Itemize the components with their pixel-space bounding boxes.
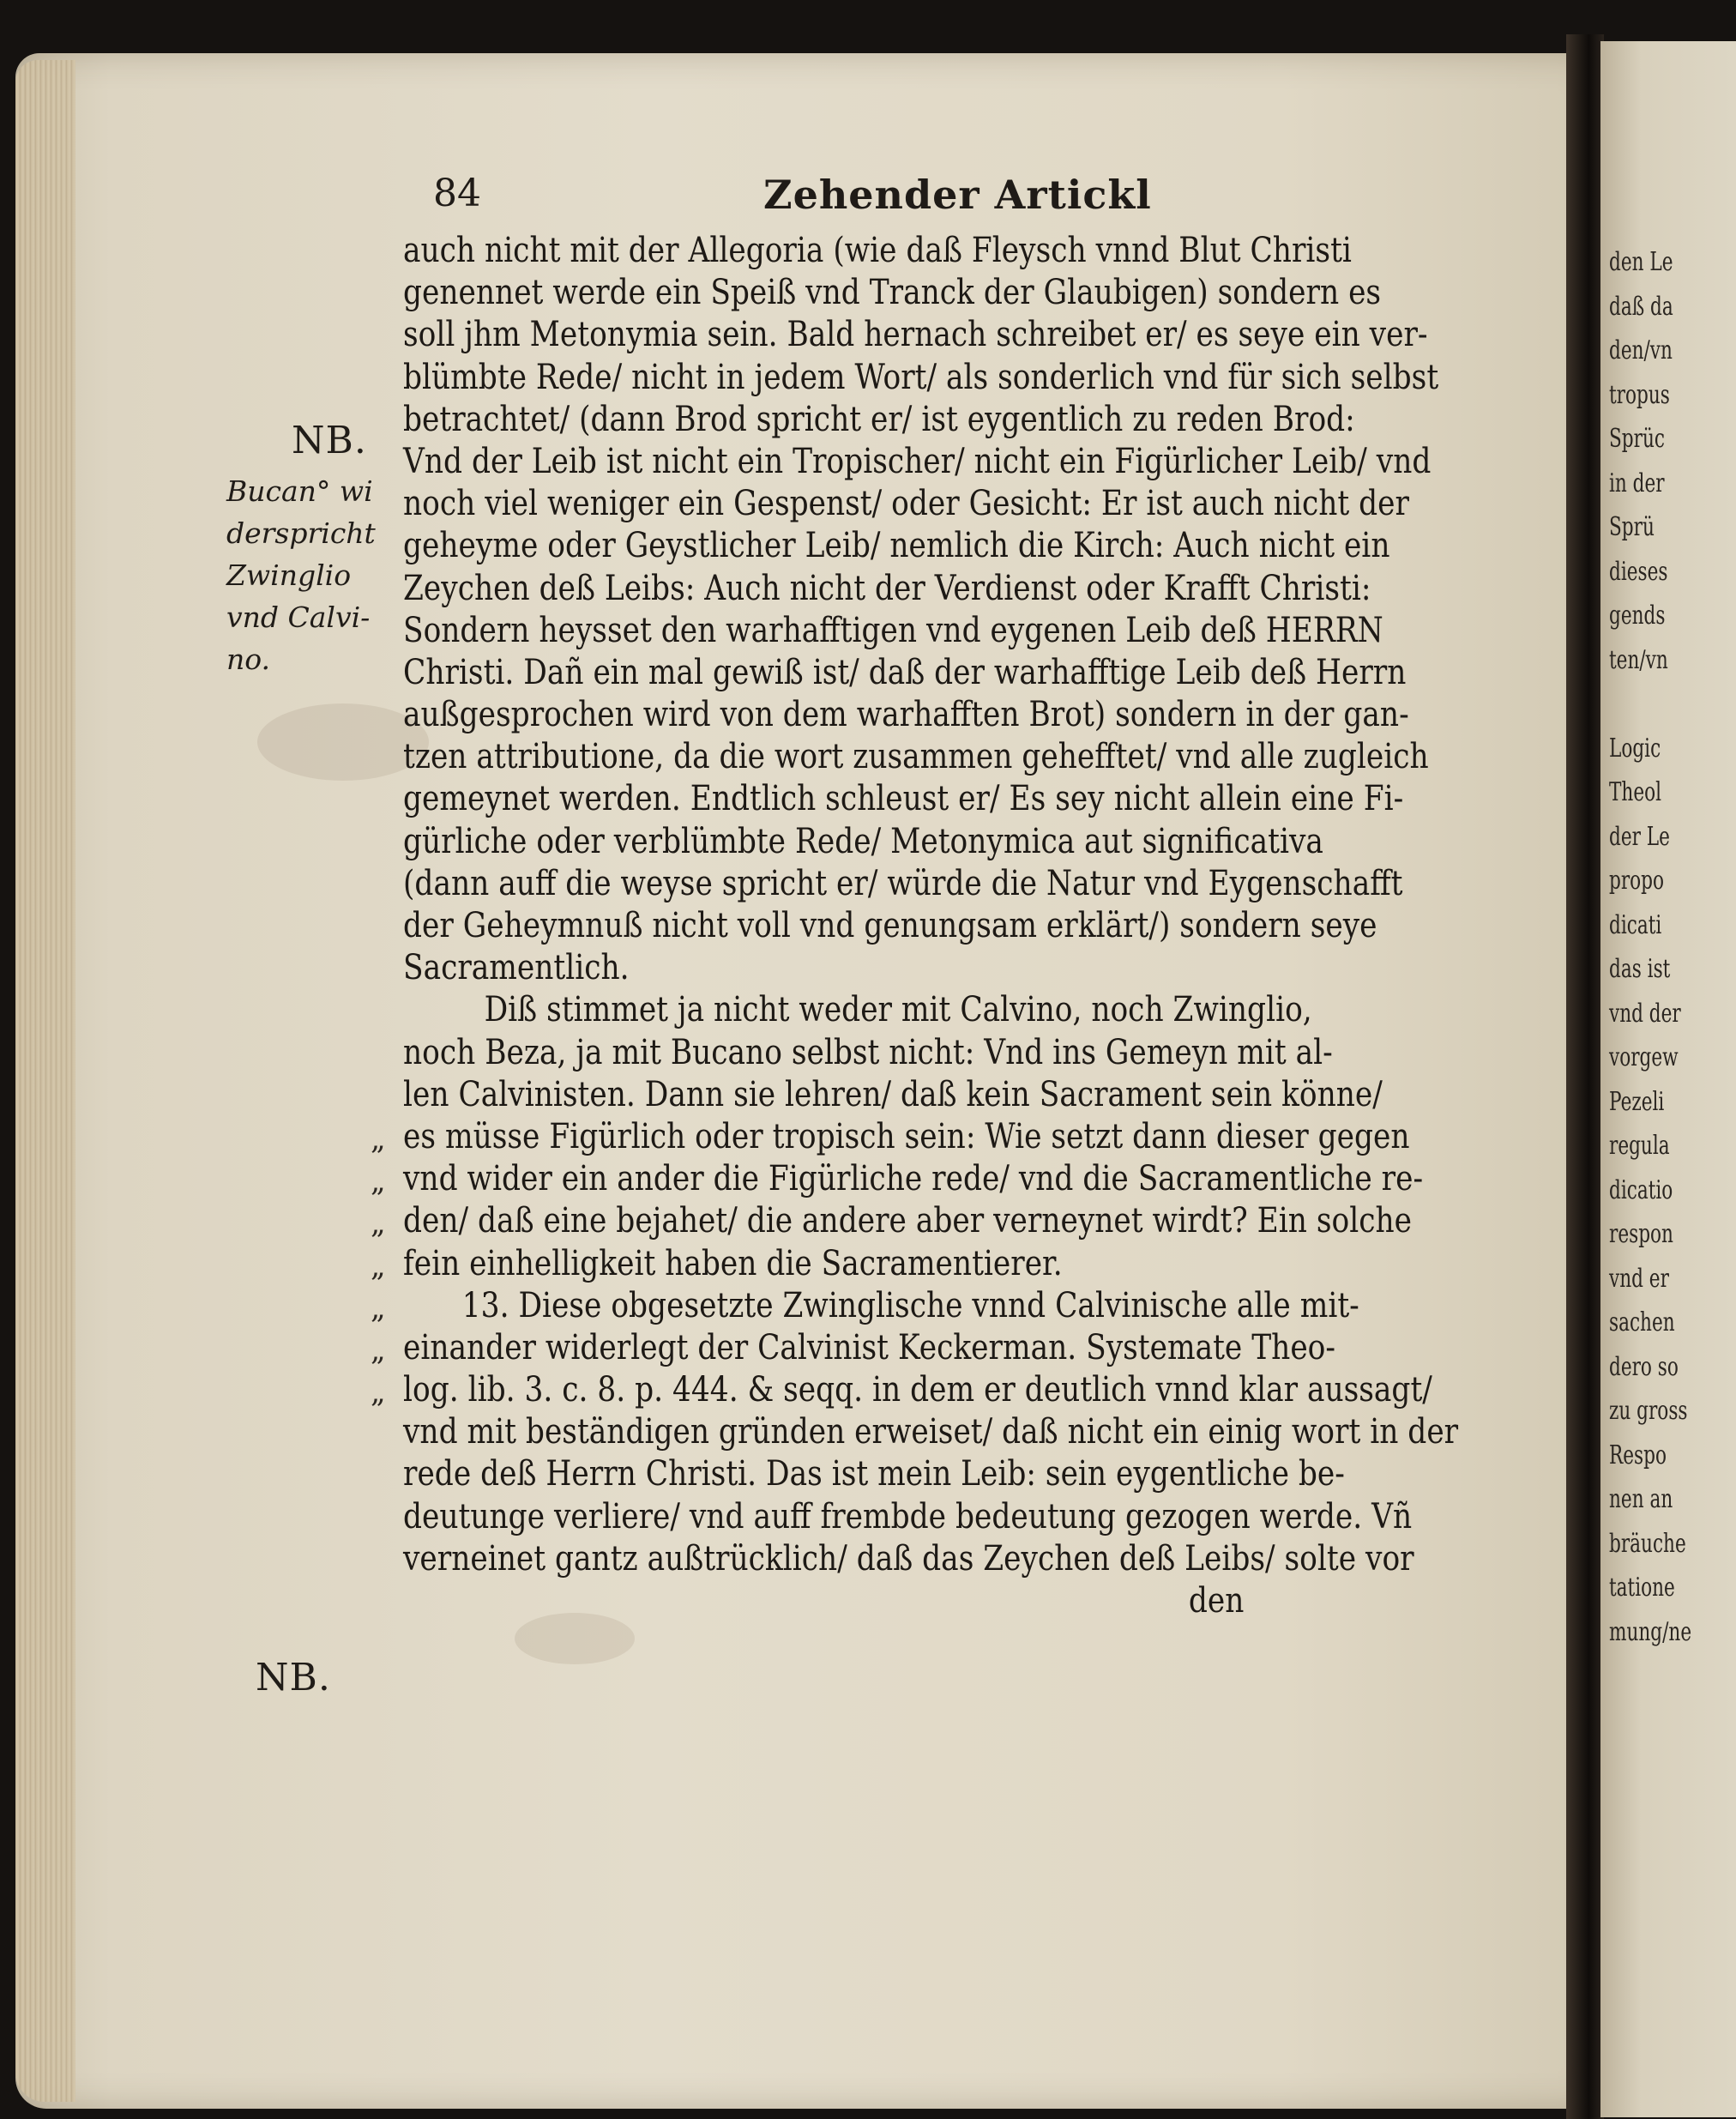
facing-page-fragment: tropus: [1609, 379, 1670, 410]
facing-page-fragment: dicatio: [1609, 1174, 1673, 1205]
facing-page-fragment: ten/vn: [1609, 644, 1668, 675]
quotation-mark: „: [371, 1290, 386, 1325]
facing-page-fragment: Logic: [1609, 733, 1661, 764]
quotation-mark: „: [371, 1164, 386, 1199]
facing-page-fragment: [1609, 682, 1691, 727]
text-line: betrachtet/ (dann Brod spricht er/ ist eygentlich zu reden Brod:: [403, 399, 1355, 439]
text-line: noch viel weniger ein Gespenst/ oder Gesicht: Er ist auch nicht der: [403, 484, 1409, 524]
facing-page-fragment: daß da: [1609, 291, 1673, 322]
marginal-note-line: Zwinglio: [226, 558, 352, 592]
quotation-marks-column: [371, 1119, 386, 1414]
page-header: [433, 172, 1291, 223]
text-line: der Geheymnuß nicht voll vnd genungsam erklärt/) sondern seye: [403, 906, 1377, 945]
text-line: genennet werde ein Speiß vnd Tranck der Glaubigen) sondern es: [403, 273, 1382, 313]
marginal-note-line: Bucan° wi: [226, 474, 373, 508]
running-head: Zehender Artickl: [763, 172, 1152, 218]
marginal-note-line: vnd Calvi-: [226, 601, 371, 634]
facing-page-fragment: tatione: [1609, 1573, 1675, 1603]
text-line: einander widerlegt der Calvinist Keckerman. Systemate Theo-: [403, 1327, 1336, 1367]
facing-page-fragment: respon: [1609, 1219, 1673, 1249]
page-number: 84: [433, 172, 481, 215]
text-line: Christi. Dañ ein mal gewiß ist/ daß der warhafftige Leib deß Herrn: [403, 652, 1407, 692]
text-line: tzen attributione, da die wort zusammen gehefftet/ vnd alle zugleich: [403, 737, 1429, 777]
text-line: len Calvinisten. Dann sie lehren/ daß kein Sacrament sein könne/: [403, 1074, 1383, 1114]
text-line: Zeychen deß Leibs: Auch nicht der Verdienst oder Krafft Christi:: [403, 568, 1371, 608]
quotation-mark: „: [371, 1122, 386, 1156]
facing-page-fragment: Pezeli: [1609, 1086, 1665, 1117]
quotation-mark: „: [371, 1375, 386, 1410]
facing-page-fragment: propo: [1609, 866, 1664, 896]
facing-page-fragment: Sprü: [1609, 512, 1655, 542]
facing-page-fragment: zu gross: [1609, 1396, 1688, 1426]
text-line: 13. Diese obgesetzte Zwinglische vnnd Calvinische alle mit-: [461, 1285, 1359, 1325]
text-line: verneinet gantz außtrücklich/ daß das Zeychen deß Leibs/ solte vor: [403, 1538, 1414, 1579]
facing-page-fragment: mung/ne: [1609, 1616, 1692, 1647]
text-line: noch Beza, ja mit Bucano selbst nicht: Vnd ins Gemeyn mit al-: [403, 1032, 1333, 1072]
text-line: den: [1188, 1581, 1245, 1621]
marginal-note-line: derspricht: [226, 516, 376, 550]
facing-page-fragment: nen an: [1609, 1484, 1673, 1514]
quotation-mark: „: [371, 1332, 386, 1367]
text-line: fein einhelligkeit haben die Sacramentierer.: [403, 1243, 1063, 1283]
facing-page-fragment: dieses: [1609, 556, 1668, 587]
facing-page-fragment: Respo: [1609, 1440, 1667, 1470]
text-line: soll jhm Metonymia sein. Bald hernach schreibet er/ es seye ein ver-: [403, 315, 1428, 355]
book-gutter: [1566, 34, 1604, 2119]
facing-page-fragment: vorgew: [1609, 1042, 1679, 1072]
facing-page-fragment: den/vn: [1609, 335, 1673, 365]
text-line: deutunge verliere/ vnd auff frembde bedeutung gezogen werde. Vñ: [403, 1496, 1413, 1536]
facing-page-fragment: dero so: [1609, 1351, 1679, 1382]
quotation-mark: „: [371, 1248, 386, 1283]
facing-page-fragment: bräuche: [1609, 1528, 1686, 1559]
facing-page-fragment: Theol: [1609, 777, 1662, 807]
facing-page-fragment: vnd der: [1609, 998, 1681, 1029]
marginal-nb: NB.: [256, 1656, 331, 1699]
text-line: Sacramentlich.: [403, 948, 630, 988]
facing-page-fragment: Sprüc: [1609, 424, 1665, 454]
text-line: Diß stimmet ja nicht weder mit Calvino, noch Zwinglio,: [484, 990, 1312, 1030]
facing-page-fragment: gends: [1609, 601, 1666, 631]
facing-page-lines: [1609, 240, 1723, 1654]
quotation-mark: „: [371, 1206, 386, 1241]
page-edges: [15, 60, 75, 2102]
facing-page-fragment: den Le: [1609, 247, 1673, 277]
text-line: außgesprochen wird von dem warhafften Brot) sondern in der gan-: [403, 695, 1409, 735]
text-line: rede deß Herrn Christi. Das ist mein Leib: sein eygentliche be-: [403, 1454, 1345, 1494]
facing-page: [1600, 41, 1736, 2117]
facing-page-fragment: dicati: [1609, 909, 1662, 940]
text-line: auch nicht mit der Allegoria (wie daß Fleysch vnnd Blut Christi: [403, 231, 1352, 270]
facing-page-fragment: der Le: [1609, 821, 1670, 852]
text-line: log. lib. 3. c. 8. p. 444. & seqq. in dem er deutlich vnnd klar aussagt/: [403, 1370, 1432, 1410]
text-line: Sondern heysset den warhafftigen vnd eygenen Leib deß HERRN: [403, 610, 1383, 650]
text-line: vnd mit beständigen gründen erweiset/ daß nicht ein einig wort in der: [403, 1412, 1459, 1452]
marginal-nb: NB.: [292, 419, 367, 462]
marginal-note: [226, 470, 376, 680]
marginal-note-line: no.: [226, 643, 271, 676]
facing-page-fragment: das ist: [1609, 954, 1671, 984]
text-line: geheyme oder Geystlicher Leib/ nemlich die Kirch: Auch nicht ein: [403, 526, 1390, 566]
text-line: Vnd der Leib ist nicht ein Tropischer/ nicht ein Figürlicher Leib/ vnd: [403, 441, 1432, 481]
text-line: gemeynet werden. Endtlich schleust er/ Es sey nicht allein eine Fi-: [403, 779, 1404, 819]
text-line: (dann auff die weyse spricht er/ würde die Natur vnd Eygenschafft: [403, 863, 1403, 903]
text-line: es müsse Figürlich oder tropisch sein: Wie setzt dann dieser gegen: [403, 1116, 1410, 1156]
facing-page-fragment: vnd er: [1609, 1263, 1669, 1294]
body-text: [403, 230, 1535, 1622]
facing-page-fragment: regula: [1609, 1131, 1670, 1161]
text-line: vnd wider ein ander die Figürliche rede/ vnd die Sacramentliche re-: [403, 1159, 1424, 1199]
facing-page-fragment: sachen: [1609, 1307, 1675, 1337]
facing-page-fragment: in der: [1609, 468, 1665, 498]
text-line: blümbte Rede/ nicht in jedem Wort/ als sonderlich vnd für sich selbst: [403, 357, 1439, 397]
text-line: den/ daß eine bejahet/ die andere aber verneynet wirdt? Ein solche: [403, 1201, 1413, 1241]
text-line: gürliche oder verblümbte Rede/ Metonymica aut significativa: [403, 821, 1323, 861]
